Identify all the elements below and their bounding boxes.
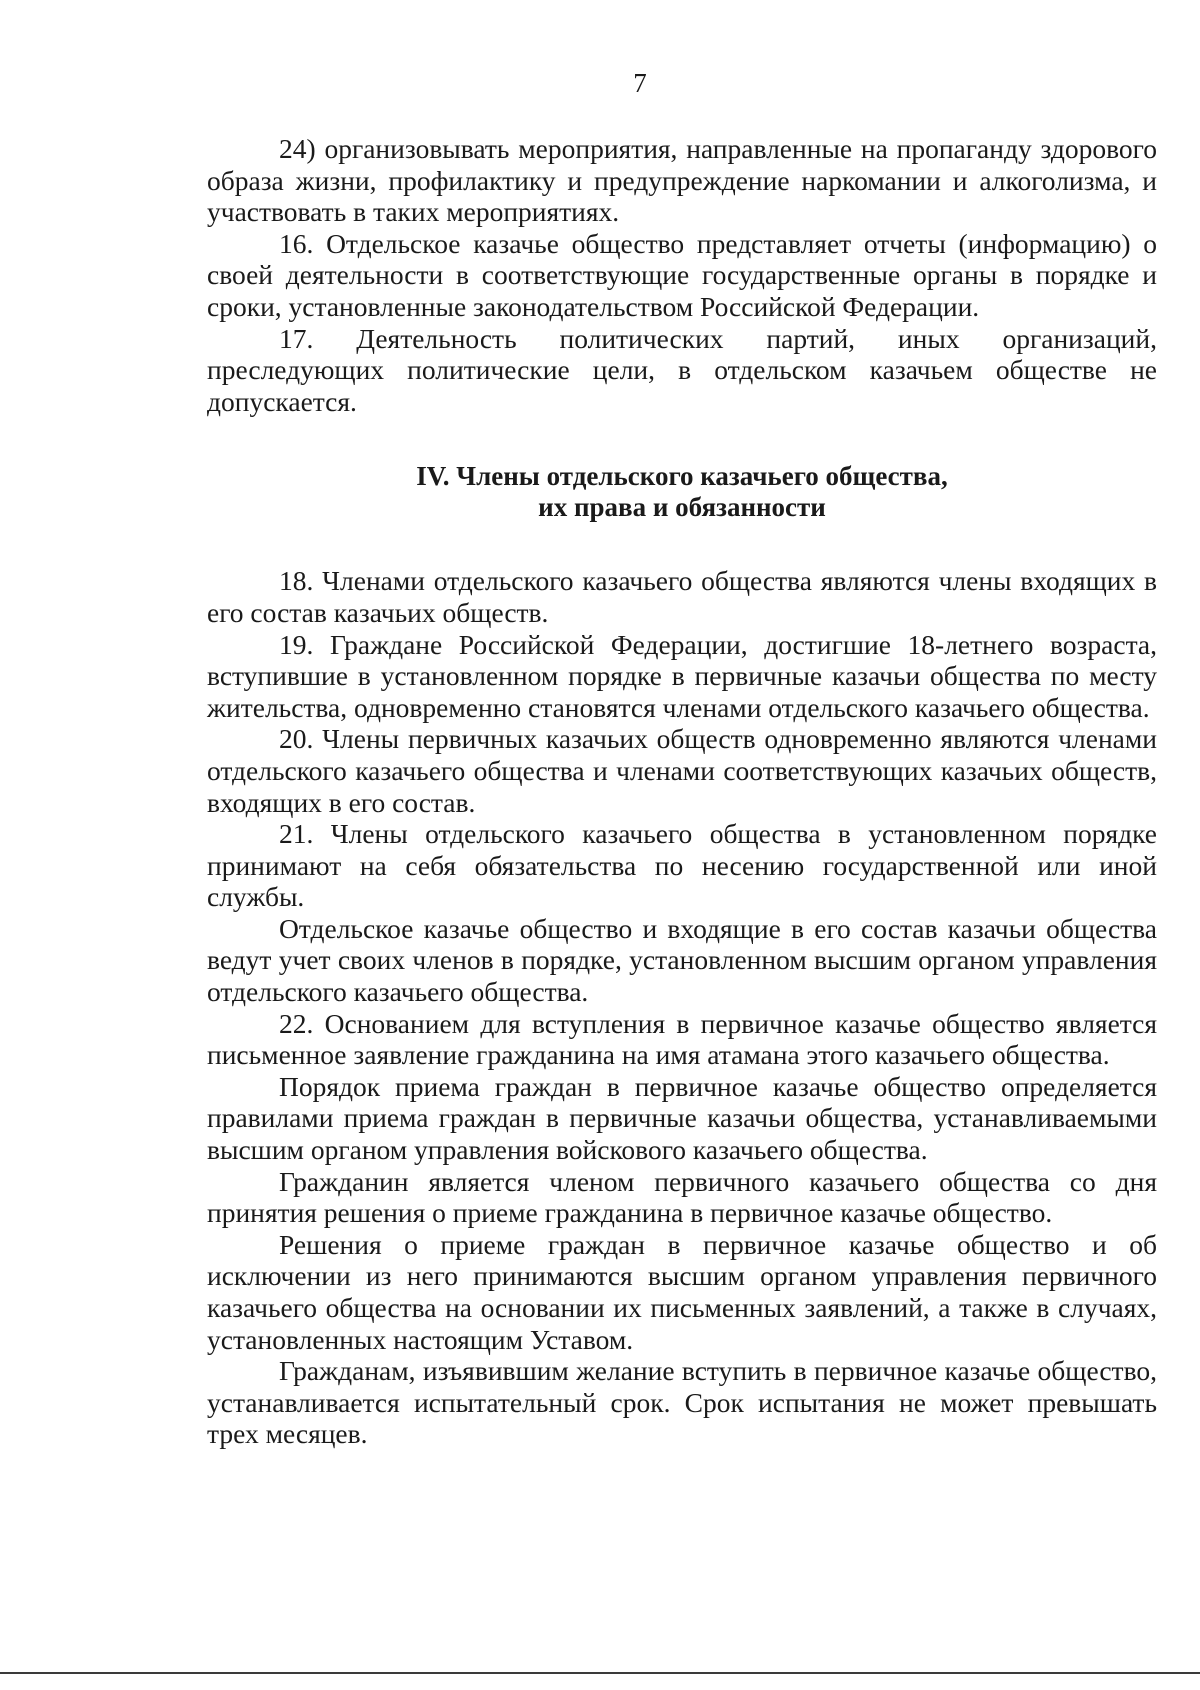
section-heading-line-2: их права и обязанности — [538, 492, 826, 523]
section-heading — [207, 461, 1157, 523]
paragraph-22: 22. Основанием для вступления в первичное казачье общество является письменное заявление гражданина на имя атамана этого казачьего общества. — [207, 1007, 1157, 1071]
paragraph-18: 18. Членами отдельского казачьего общества являются члены входящих в его состав казачьих обществ. — [207, 565, 1157, 628]
page-number: 7 — [633, 68, 647, 98]
document-body — [207, 133, 1157, 1450]
bottom-scan-edge-line — [0, 1672, 1200, 1674]
paragraph-22-probation: Гражданам, изъявившим желание вступить в первичное казачье общество, устанавливается испытательный срок. Срок испытания не может превышать трех месяцев. — [207, 1355, 1157, 1450]
paragraph-21-accounting: Отдельское казачье общество и входящие в его состав казачьи общества ведут учет своих членов в порядке, установленном высшим органом управления отдельского казачьего общества. — [207, 912, 1157, 1008]
paragraph-22-membership-date: Гражданин является членом первичного казачьего общества со дня принятия решения о приеме гражданина в первичное казачье общество. — [207, 1165, 1157, 1229]
paragraph-19: 19. Граждане Российской Федерации, достигшие 18-летнего возраста, вступившие в установленном порядке в первичные казачьи общества по месту жительства, одновременно становятся членами отдельского казачьего общества. — [207, 628, 1157, 723]
paragraph-22-admission-rules: Порядок приема граждан в первичное казачье общество определяется правилами приема граждан в первичные казачьи общества, устанавливаемыми высшим органом управления войскового казачьего общества. — [207, 1070, 1157, 1166]
paragraph-20: 20. Члены первичных казачьих обществ одновременно являются членами отдельского казачьего общества и членами соответствующих казачьих обществ, входящих в его состав. — [207, 723, 1157, 818]
section-heading-line-1: IV. Члены отдельского казачьего общества, — [416, 461, 948, 492]
paragraph-17: 17. Деятельность политических партий, иных организаций, преследующих политические цели, в отдельском казачьем обществе не допускается. — [207, 322, 1157, 417]
paragraph-21: 21. Члены отдельского казачьего общества в установленном порядке принимают на себя обязательства по несению государственной или иной службы. — [207, 818, 1157, 913]
paragraph-16: 16. Отдельское казачье общество представляет отчеты (информацию) о своей деятельности в соответствующие государственные органы в порядке и сроки, установленные законодательством Российской Федерации. — [207, 227, 1157, 322]
paragraph-item-24: 24) организовывать мероприятия, направленные на пропаганду здорового образа жизни, профилактику и предупреждение наркомании и алкоголизма, и участвовать в таких мероприятиях. — [207, 133, 1157, 228]
paragraph-22-decisions: Решения о приеме граждан в первичное казачье общество и об исключении из него принимаются высшим органом управления первичного казачьего общества на основании их письменных заявлений, а также в случаях, установленных настоящим Уставом. — [207, 1228, 1157, 1355]
